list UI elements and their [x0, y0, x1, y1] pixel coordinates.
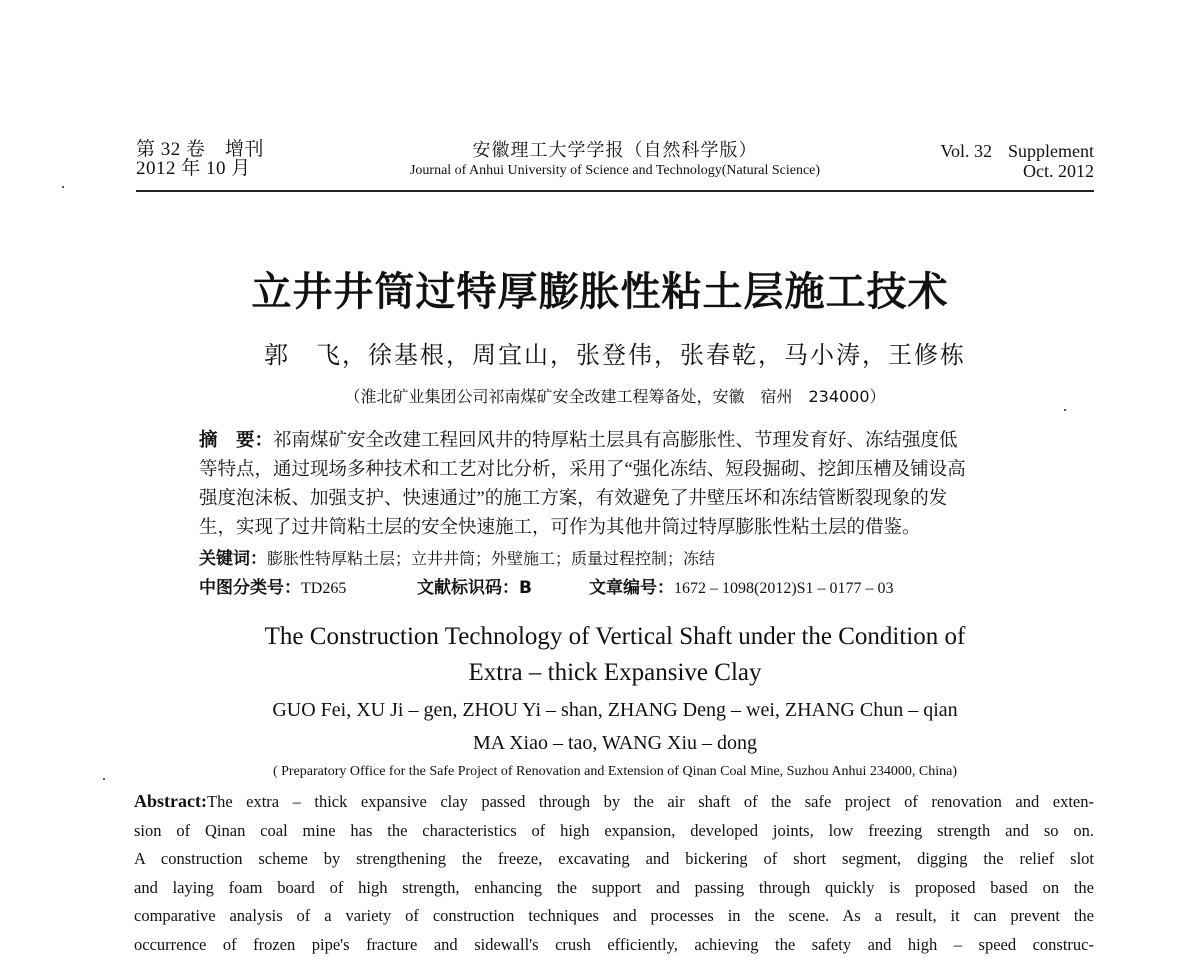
document-code: 文献标识码：B	[417, 578, 532, 598]
abstract-cn-line: 等特点，通过现场多种技术和工艺对比分析，采用了“强化冻结、短段掘砌、挖卸压槽及铺设高	[199, 460, 966, 480]
date-en: Oct. 2012	[1023, 161, 1094, 181]
article-title-en-line1: The Construction Technology of Vertical Shaft under the Condition of	[264, 623, 966, 650]
article-title-en-line2: Extra – thick Expansive Clay	[468, 659, 762, 686]
authors-en-line1: GUO Fei, XU Ji – gen, ZHOU Yi – shan, ZHANG Deng – wei, ZHANG Chun – qian	[272, 699, 958, 721]
keywords-value: 膨胀性特厚粘土层；立井井筒；外壁施工；质量过程控制；冻结	[267, 551, 716, 568]
abstract-en-line: A construction scheme by strengthening the freeze, excavating and bickering of short segment, digging the relief slot	[134, 849, 1094, 868]
keywords-label: 关键词：	[199, 549, 267, 569]
abstract-cn-line: 摘 要：祁南煤矿安全改建工程回风井的特厚粘土层具有高膨胀性、节理发育好、冻结强度低	[199, 430, 958, 451]
journal-name-en: Journal of Anhui University of Science and Technology(Natural Science)	[409, 163, 821, 178]
authors-en-line2: MA Xiao – tao, WANG Xiu – dong	[472, 732, 758, 754]
article-title-cn: 立井井筒过特厚膨胀性粘土层施工技术	[251, 269, 949, 315]
abstract-cn-line: 生，实现了过井筒粘土层的安全快速施工，可作为其他井筒过特厚膨胀性粘土层的借鉴。	[199, 518, 921, 538]
classification-row	[199, 575, 894, 602]
abstract-en-label: Abstract:	[134, 791, 207, 811]
scan-artifact-dot	[62, 186, 64, 188]
abstract-en-line: Abstract:The extra – thick expansive clay passed through by the air shaft of the safe project of renovation and exten-	[134, 791, 1094, 811]
scan-artifact-dot	[1064, 409, 1066, 411]
header-rule	[136, 190, 1094, 192]
abstract-en-line: sion of Qinan coal mine has the characteristics of high expansion, developed joints, low freezing strength and so on.	[134, 820, 1094, 840]
affiliation-cn: （淮北矿业集团公司祁南煤矿安全改建工程筹备处，安徽 宿州 234000）	[344, 387, 886, 406]
abstract-en-line: occurrence of frozen pipe's fracture and sidewall's crush efficiently, achieving the safety and high – speed construc-	[134, 934, 1094, 954]
abstract-cn-label: 摘 要：	[199, 430, 274, 451]
abstract-cn-line: 强度泡沫板、加强支护、快速通过”的施工方案，有效避免了井壁压坏和冻结管断裂现象的发	[199, 489, 948, 509]
abstract-en-line: comparative analysis of a variety of construction techniques and processes in the scene. As a result, it can prevent the	[134, 906, 1094, 925]
affiliation-en: ( Preparatory Office for the Safe Project of Renovation and Extension of Qinan Coal Mine, Suzhou Anhui 234000, China)	[272, 764, 958, 779]
volume-issue-cn: 第 32 卷 增刊	[136, 139, 265, 160]
abstract-en-line: and laying foam board of high strength, enhancing the support and passing through quickly is proposed based on the	[134, 877, 1094, 897]
article-number: 文章编号：1672 – 1098(2012)S1 – 0177 – 03	[589, 578, 894, 598]
abstract-cn	[199, 426, 1039, 543]
date-cn: 2012 年 10 月	[136, 158, 251, 179]
volume-issue-en	[940, 141, 1094, 161]
abstract-en	[134, 787, 1094, 959]
clc-number: 中图分类号：TD265	[199, 578, 347, 598]
keywords-cn	[199, 547, 715, 572]
authors-cn: 郭 飞，徐基根，周宜山，张登伟，张春乾，马小涛，王修栋	[264, 343, 966, 369]
issue-en: Supplement	[1008, 141, 1094, 161]
journal-name-cn: 安徽理工大学学报（自然科学版）	[472, 140, 758, 160]
volume-en: Vol. 32	[940, 141, 992, 161]
